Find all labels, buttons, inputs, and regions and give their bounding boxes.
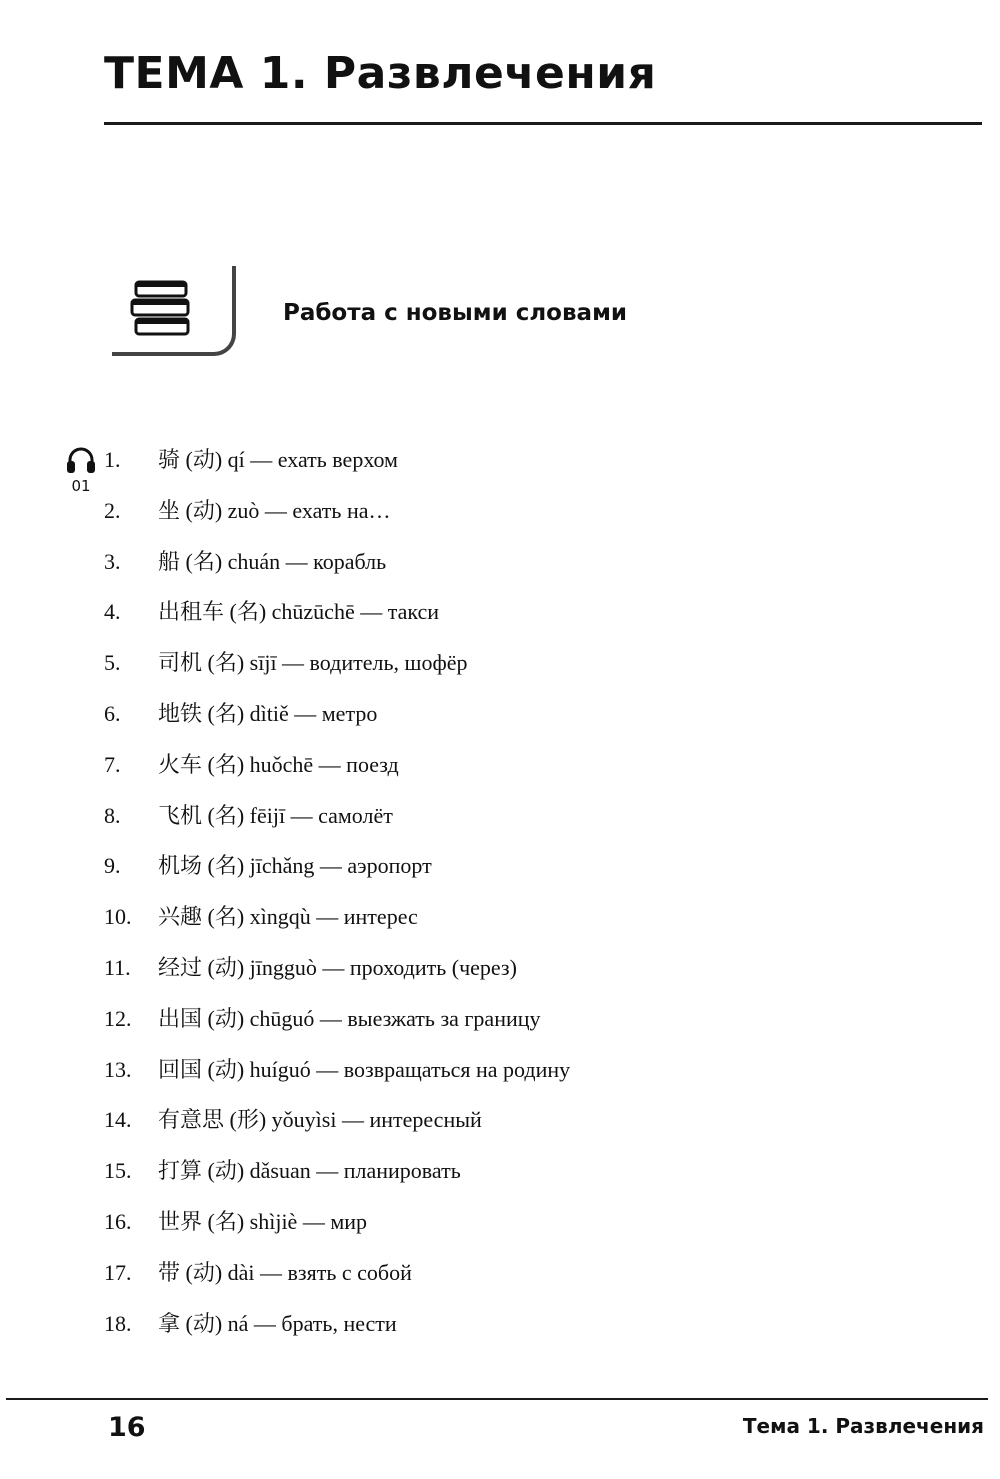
vocab-entry: 回国 (动) huíguó — возвращаться на родину [158,1056,571,1082]
header-divider [104,122,982,125]
vocab-number: 11. [104,954,131,980]
audio-track-number: 01 [71,477,91,495]
vocab-item [104,744,570,795]
vocab-item [104,591,570,642]
vocab-number: 17. [104,1259,132,1285]
vocab-entry: 打算 (动) dǎsuan — планировать [158,1158,461,1184]
page-title: ТЕМА 1. Развлечения [104,48,657,99]
vocab-entry: 骑 (动) qí — ехать верхом [158,447,398,472]
vocab-number: 14. [104,1107,132,1133]
section-title: Работа с новыми словами [283,300,627,326]
vocab-item [104,947,570,998]
vocab-item [104,1303,570,1354]
vocab-item [104,1099,570,1150]
vocab-item [104,642,570,693]
vocab-item [104,998,570,1049]
vocab-number: 15. [104,1158,132,1184]
vocabulary-list [104,439,570,1353]
vocab-number: 4. [104,599,121,625]
vocab-item [104,541,570,592]
running-title: Тема 1. Развлечения [742,1414,984,1438]
vocab-item [104,896,570,947]
vocab-entry: 火车 (名) huǒchē — поезд [158,751,399,777]
vocab-entry: 地铁 (名) dìtiě — метро [158,700,378,726]
vocab-number: 8. [104,802,121,828]
vocab-number: 10. [104,904,132,930]
vocab-number: 7. [104,751,121,777]
vocab-entry: 出租车 (名) chūzūchē — такси [158,599,440,625]
vocab-item [104,439,570,490]
vocab-item [104,490,570,541]
vocab-number: 5. [104,650,121,676]
vocab-number: 9. [104,853,121,879]
vocab-item [104,845,570,896]
vocab-number: 3. [104,548,121,574]
vocab-item [104,1049,570,1100]
vocab-number: 2. [104,497,121,523]
section-icon-frame [112,266,236,356]
vocab-entry: 世界 (名) shìjiè — мир [158,1208,368,1234]
vocab-entry: 兴趣 (名) xìngqù — интерес [158,904,418,930]
vocab-entry: 出国 (动) chūguó — выезжать за границу [158,1005,541,1031]
vocab-entry: 有意思 (形) yǒuyìsi — интересный [158,1107,482,1133]
vocab-number: 6. [104,700,121,726]
vocab-item [104,1201,570,1252]
vocab-entry: 拿 (动) ná — брать, нести [158,1310,397,1336]
vocab-number: 1. [104,447,121,472]
vocab-number: 13. [104,1056,132,1082]
footer-divider [6,1398,988,1400]
vocab-entry: 飞机 (名) fēijī — самолёт [158,802,393,828]
books-icon [130,274,196,340]
vocab-item [104,1252,570,1303]
vocab-number: 18. [104,1310,132,1336]
headphones-icon [66,446,96,474]
page-number: 16 [108,1412,146,1443]
vocab-number: 12. [104,1005,132,1031]
vocab-entry: 船 (名) chuán — корабль [158,548,387,574]
vocab-entry: 经过 (动) jīngguò — проходить (через) [158,954,517,980]
vocab-entry: 机场 (名) jīchǎng — аэропорт [158,853,432,879]
audio-track[interactable] [64,446,98,495]
vocab-entry: 带 (动) dài — взять с собой [158,1259,412,1285]
vocab-item [104,1150,570,1201]
vocab-entry: 坐 (动) zuò — ехать на… [158,497,391,523]
vocab-item [104,795,570,846]
vocab-number: 16. [104,1208,132,1234]
vocab-item [104,693,570,744]
vocab-entry: 司机 (名) sījī — водитель, шофёр [158,650,468,676]
